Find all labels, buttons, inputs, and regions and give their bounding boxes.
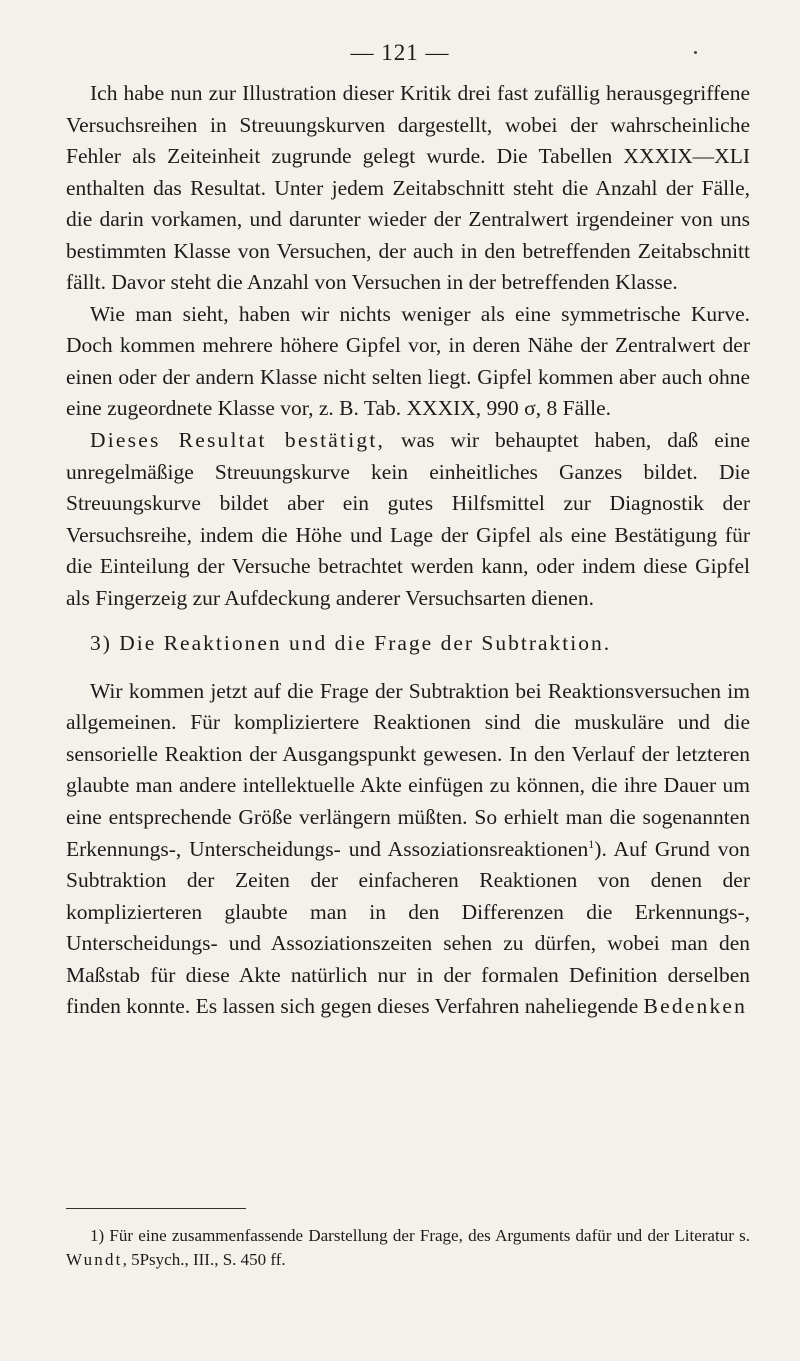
paragraph-3 [66,425,750,614]
footnote-reference: 1 [588,836,595,851]
section-heading: 3) Die Reaktionen und die Frage der Subtraktion. [90,631,612,656]
paragraph-1: Ich habe nun zur Illustration dieser Kritik drei fast zufällig herausgegriffene Versuchsreihen in Streuungskurven dargestellt, wobei der wahrscheinliche Fehler als Zeiteinheit zugrunde gelegt wurde. Die Tabellen XXXIX—XLI enthalten das Resultat. Unter jedem Zeitabschnitt steht die Anzahl der Fälle, die darin vorkamen, und darunter wieder der Zentralwert irgendeiner von uns bestimmten Klasse von Versuchen, der auch in den betreffenden Zeitabschnitt fällt. Davor steht die Anzahl von Versuchen in der betreffenden Klasse. [66,81,750,295]
main-text [66,78,750,1023]
paragraph-4 [66,676,750,1023]
footnote-text-1: Für eine zusammenfassende Darstellung der Frage, des Arguments dafür und der Literatur s. [104,1226,750,1245]
footnote [66,1224,750,1272]
footnote-author: Wundt [66,1250,123,1269]
paragraph-4-part-2: ). Auf Grund von Subtraktion der Zeiten der einfacheren Reaktionen von denen der komplizierteren glaubte man in den Differenzen die Erkennungs-, Unterscheidungs- und Assoziationszeiten sehen zu dürfen, wobei man den Maßstab für diese Akte natürlich nur in der formalen Definition derselben finden konnte. Es lassen sich gegen dieses Verfahren naheliegende [66,836,750,1019]
footnote-marker: 1) [90,1226,105,1245]
footnote-divider [66,1208,246,1209]
paragraph-2: Wie man sieht, haben wir nichts weniger als eine symmetrische Kurve. Doch kommen mehrere höhere Gipfel vor, in deren Nähe der Zentralwert der einen oder der andern Klasse nicht selten liegt. Gipfel kommen aber auch ohne eine zugeordnete Klasse vor, z. B. Tab. XXXIX, 990 σ, 8 Fälle. [66,301,750,421]
paragraph-3-rest: was wir behauptet haben, daß eine unregelmäßige Streuungskurve kein einheitliches Ganzes bildet. Die Streuungskurve bildet aber ein gutes Hilfsmittel zur Diagnostik der Versuchsreihe, indem die Höhe und Lage der Gipfel als eine Bestätigung für die Einteilung der Versuche betrachtet werden kann, oder indem diese Gipfel als Fingerzeig zur Aufdeckung anderer Versuchsarten dienen. [66,428,750,610]
paragraph-4-part-1: Wir kommen jetzt auf die Frage der Subtraktion bei Reaktionsversuchen im allgemeinen. Für kompliziertere Reaktionen sind die muskuläre und die sensorielle Reaktion der Ausgangspunkt gewesen. In den Verlauf der letzteren glaubte man andere intellektuelle Akte einfügen zu können, die ihre Dauer um eine entsprechende Größe verlängern müßten. So erhielt man die sogenannten Erkennungs-, Unterscheidungs- und Assoziationsreaktionen [66,678,750,861]
paragraph-4-emphasis: Bedenken [643,994,748,1019]
paragraph-3-emphasis: Dieses Resultat bestätigt, [90,428,386,453]
footnote-text-2: , 5Psych., III., S. 450 ff. [122,1250,286,1269]
page-number: — 121 — [350,40,450,65]
